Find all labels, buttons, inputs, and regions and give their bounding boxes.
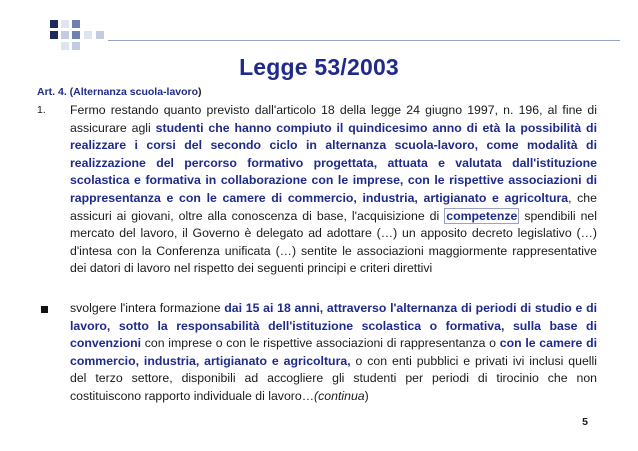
text-run: o con enti pubblici e privati ivi inclusi quelli del terzo settore, disponibili ad accogliere gli studenti per periodi di tirocinio che non costituiscono rapporto individuale di lavoro… bbox=[70, 353, 598, 403]
text-run: con imprese o con le rispettive associazioni di rappresentanza o bbox=[141, 336, 500, 351]
article-heading bbox=[37, 86, 202, 98]
decor-square bbox=[84, 31, 92, 39]
text-run: Fermo restando quanto previsto dall'articolo 18 della legge 24 giugno 1997, n. 196, al fine di assicurare agli bbox=[70, 103, 597, 135]
decor-square bbox=[72, 20, 80, 28]
decor-square bbox=[61, 31, 69, 39]
text-run: spendibili nel mercato del lavoro, il Governo è delegato ad adottare (…) un apposito decreto legislativo (…) d'intesa con la Conferenza unificata (…) sentite le associazioni maggiormente rappresentative dei datori di lavoro nel rispetto dei seguenti principi e criteri direttivi bbox=[70, 208, 597, 276]
page-number: 5 bbox=[582, 416, 588, 428]
paragraph-1-text bbox=[70, 102, 597, 278]
paragraph-2-text bbox=[70, 300, 597, 406]
text-run: ) bbox=[364, 388, 369, 403]
highlight-run: con le camere di commercio, industria, artigianato e agricoltura, bbox=[70, 336, 598, 368]
decor-square bbox=[50, 20, 58, 28]
highlight-boxed-run: competenze bbox=[446, 208, 518, 223]
text-run: , che assicuri ai giovani, oltre alla conoscenza di base, l'acquisizione di bbox=[70, 190, 597, 223]
header-rule bbox=[108, 40, 620, 41]
page-title: Legge 53/2003 bbox=[239, 54, 399, 80]
decor-square bbox=[72, 42, 80, 50]
decor-square bbox=[96, 31, 104, 39]
square-bullet-icon bbox=[41, 306, 48, 313]
decor-square bbox=[50, 31, 58, 39]
article-label: Art. 4. (Alternanza scuola-lavoro bbox=[37, 86, 199, 98]
paragraph-1 bbox=[37, 102, 597, 278]
decor-square bbox=[72, 31, 80, 39]
decor-square bbox=[61, 20, 69, 28]
decor-square bbox=[61, 42, 69, 50]
highlight-run: studenti che hanno compiuto il quindicesimo anno di età la possibilità di realizzare i corsi del secondo ciclo in alternanza scuola-lavoro, come modalità di realizzazione del percorso formativo progettata, attuata e valutata dall'istituzione scolastica e formativa in collaborazione con le imprese, con le rispettive associazioni di rappresentanza e con le camere di commercio, industria, artigianato e agricoltura bbox=[70, 120, 597, 205]
item-number: 1. bbox=[37, 104, 46, 116]
continua-run: (continua bbox=[314, 388, 365, 403]
text-run: svolgere l'intera formazione bbox=[70, 301, 225, 315]
paragraph-2 bbox=[37, 300, 597, 406]
highlight-run: dai 15 ai 18 anni, attraverso l'alternanza di periodi di studio e di lavoro, sotto la responsabilità dell'istituzione scolastica o formativa, sulla base di convenzioni bbox=[70, 301, 597, 351]
article-paren: ) bbox=[198, 86, 202, 98]
